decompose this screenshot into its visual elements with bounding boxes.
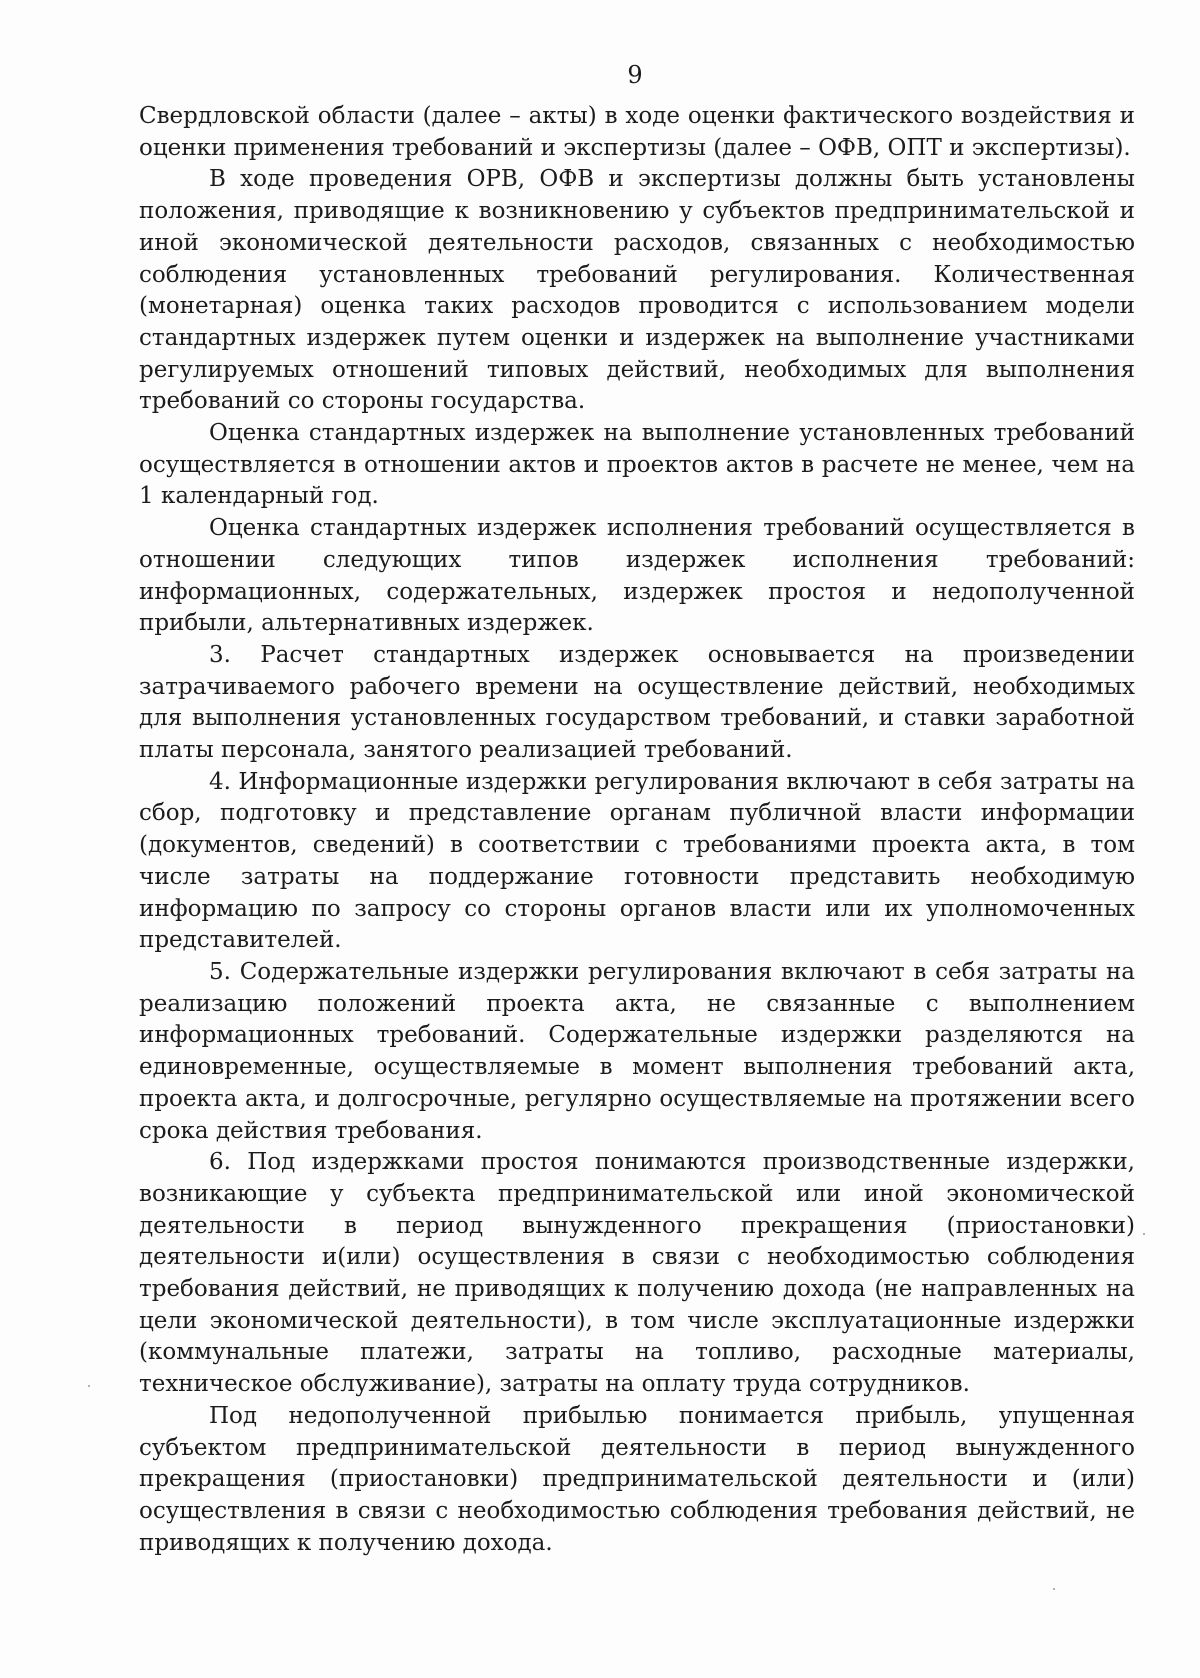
paragraph-item-5: 5. Содержательные издержки регулирования включают в себя затраты на реализацию положений проекта акта, не связанные с выполнением информационных требований. Содержательные издержки разделяются на единовременные, осуществляемые в момент выполнения требований акта, проекта акта, и долгосрочные, регулярно осуществляемые на протяжении всего срока действия требования. xyxy=(139,958,1135,1144)
scan-speck xyxy=(1143,1233,1145,1235)
scan-speck xyxy=(1053,1588,1055,1590)
paragraph-orv-ofv: В ходе проведения ОРВ, ОФВ и экспертизы должны быть установлены положения, приводящие к возникновению у субъектов предпринимательской и иной экономической деятельности расходов, связанных с необходимостью соблюдения установленных требований регулирования. Количественная (монетарная) оценка таких расходов проводится с использованием модели стандартных издержек путем оценки и издержек на выполнение участниками регулируемых отношений типовых действий, необходимых для выполнения требований со стороны государства. xyxy=(139,166,1135,415)
scan-speck xyxy=(88,1385,90,1387)
paragraph-cost-types: Оценка стандартных издержек исполнения требований осуществляется в отношении следующих типов издержек исполнения требований: информационных, содержательных, издержек простоя и недополученной прибыли, альтернативных издержек. xyxy=(139,515,1135,637)
paragraph-standard-costs-period: Оценка стандартных издержек на выполнение установленных требований осуществляется в отношении актов и проектов актов в расчете не менее, чем на 1 календарный год. xyxy=(139,420,1135,510)
paragraph-item-3: 3. Расчет стандартных издержек основывается на произведении затрачиваемого рабочего времени на осуществление действий, необходимых для выполнения установленных государством требований, и ставки заработной платы персонала, занятого реализацией требований. xyxy=(139,641,1135,764)
document-body xyxy=(139,101,1135,1559)
paragraph-item-4: 4. Информационные издержки регулирования включают в себя затраты на сбор, подготовку и представление органам публичной власти информации (документов, сведений) в соответствии с требованиями проекта акта, в том числе затраты на поддержание готовности представить необходимую информацию по запросу со стороны органов власти или их уполномоченных представителей. xyxy=(139,768,1135,954)
paragraph-lost-profit: Под недополученной прибылью понимается прибыль, упущенная субъектом предпринимательской деятельности в период вынужденного прекращения (приостановки) предпринимательской деятельности и (или) осуществления в связи с необходимостью соблюдения требования действий, не приводящих к получению дохода. xyxy=(139,1402,1135,1556)
paragraph-item-6: 6. Под издержками простоя понимаются производственные издержки, возникающие у субъекта предпринимательской или иной экономической деятельности в период вынужденного прекращения (приостановки) деятельности и(или) осуществления в связи с необходимостью соблюдения требования действий, не приводящих к получению дохода (не направленных на цели экономической деятельности), в том числе эксплуатационные издержки (коммунальные платежи, затраты на топливо, расходные материалы, техническое обслуживание), затраты на оплату труда сотрудников. xyxy=(139,1149,1135,1398)
paragraph-continuation: Свердловской области (далее – акты) в ходе оценки фактического воздействия и оценки применения требований и экспертизы (далее – ОФВ, ОПТ и экспертизы). xyxy=(139,103,1135,161)
page-number: 9 xyxy=(627,61,643,89)
